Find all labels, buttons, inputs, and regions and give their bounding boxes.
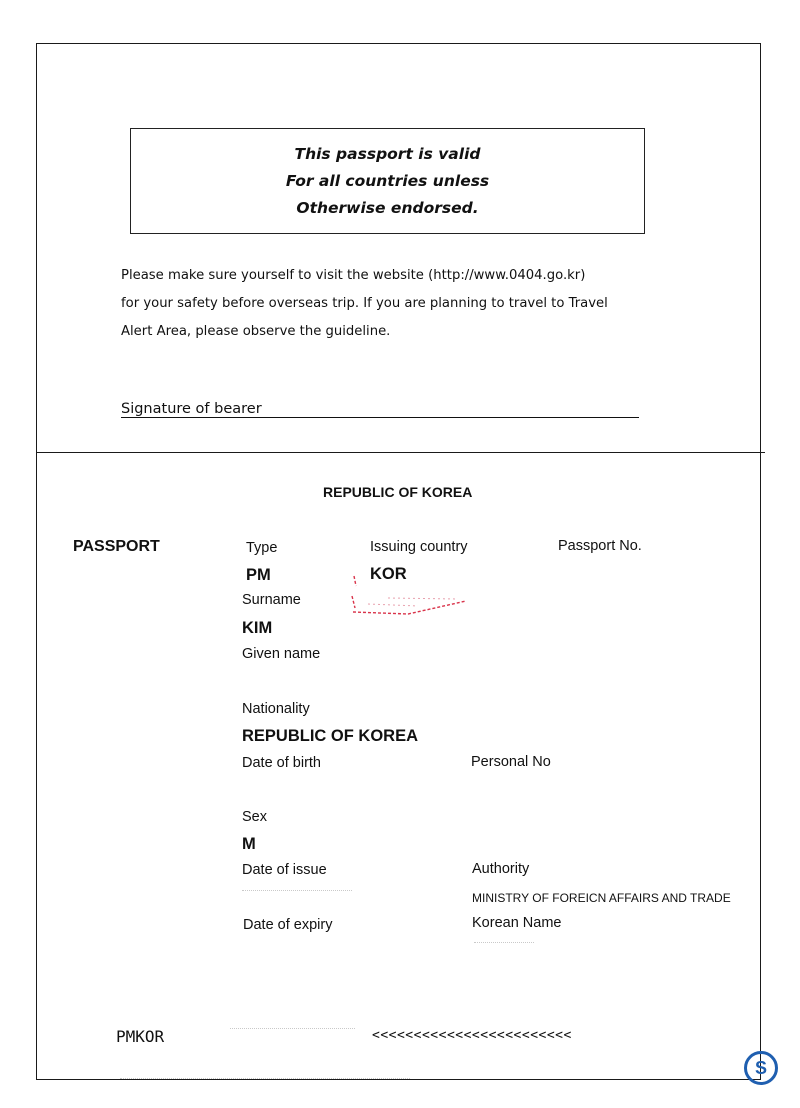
surname-label: Surname xyxy=(242,592,301,608)
surname-value: KIM xyxy=(242,619,273,637)
travel-notice xyxy=(121,262,681,346)
date-of-expiry-label: Date of expiry xyxy=(243,917,333,933)
sex-label: Sex xyxy=(242,809,267,825)
mrz-filler: <<<<<<<<<<<<<<<<<<<<<<<< xyxy=(372,1028,572,1043)
korean-name-label: Korean Name xyxy=(472,915,562,931)
redacted-korean-name xyxy=(474,942,534,943)
validity-line-3: Otherwise endorsed. xyxy=(296,198,479,217)
redacted-mrz-line-2 xyxy=(120,1078,410,1079)
authority-value: MINISTRY OF FOREICN AFFAIRS AND TRADE xyxy=(472,891,731,905)
date-of-issue-label: Date of issue xyxy=(242,862,327,878)
type-label: Type xyxy=(246,540,278,556)
personal-no-label: Personal No xyxy=(471,754,551,770)
document-title: PASSPORT xyxy=(73,538,160,555)
validity-notice-box xyxy=(130,128,645,234)
validity-line-1: This passport is valid xyxy=(294,144,481,163)
sex-value: M xyxy=(242,835,256,853)
type-value: PM xyxy=(246,566,271,584)
passport-no-label: Passport No. xyxy=(558,538,642,554)
given-name-label: Given name xyxy=(242,646,321,662)
mrz-line-prefix: PMKOR xyxy=(116,1027,165,1046)
red-stamp-mark xyxy=(348,568,473,620)
issuing-country-label: Issuing country xyxy=(370,539,468,555)
nationality-label: Nationality xyxy=(242,701,310,717)
redacted-mrz-name xyxy=(230,1028,355,1029)
date-of-birth-label: Date of birth xyxy=(242,755,321,771)
travel-notice-line-3: Alert Area, please observe the guideline. xyxy=(121,324,391,339)
logo-letter: S xyxy=(754,1057,767,1078)
signature-label: Signature of bearer xyxy=(121,401,262,417)
redacted-issue-date xyxy=(242,890,352,891)
authority-label: Authority xyxy=(472,861,530,877)
issuing-country-value: KOR xyxy=(370,565,407,583)
country-heading: REPUBLIC OF KOREA xyxy=(323,484,473,500)
travel-notice-line-2: for your safety before overseas trip. If you are planning to travel to Travel xyxy=(121,296,608,311)
travel-notice-line-1: Please make sure yourself to visit the website (http://www.0404.go.kr) xyxy=(121,268,586,283)
logo-badge xyxy=(744,1051,778,1085)
signature-line[interactable] xyxy=(121,417,639,418)
nationality-value: REPUBLIC OF KOREA xyxy=(242,727,419,745)
validity-line-2: For all countries unless xyxy=(285,171,490,190)
page-divider xyxy=(37,452,765,453)
